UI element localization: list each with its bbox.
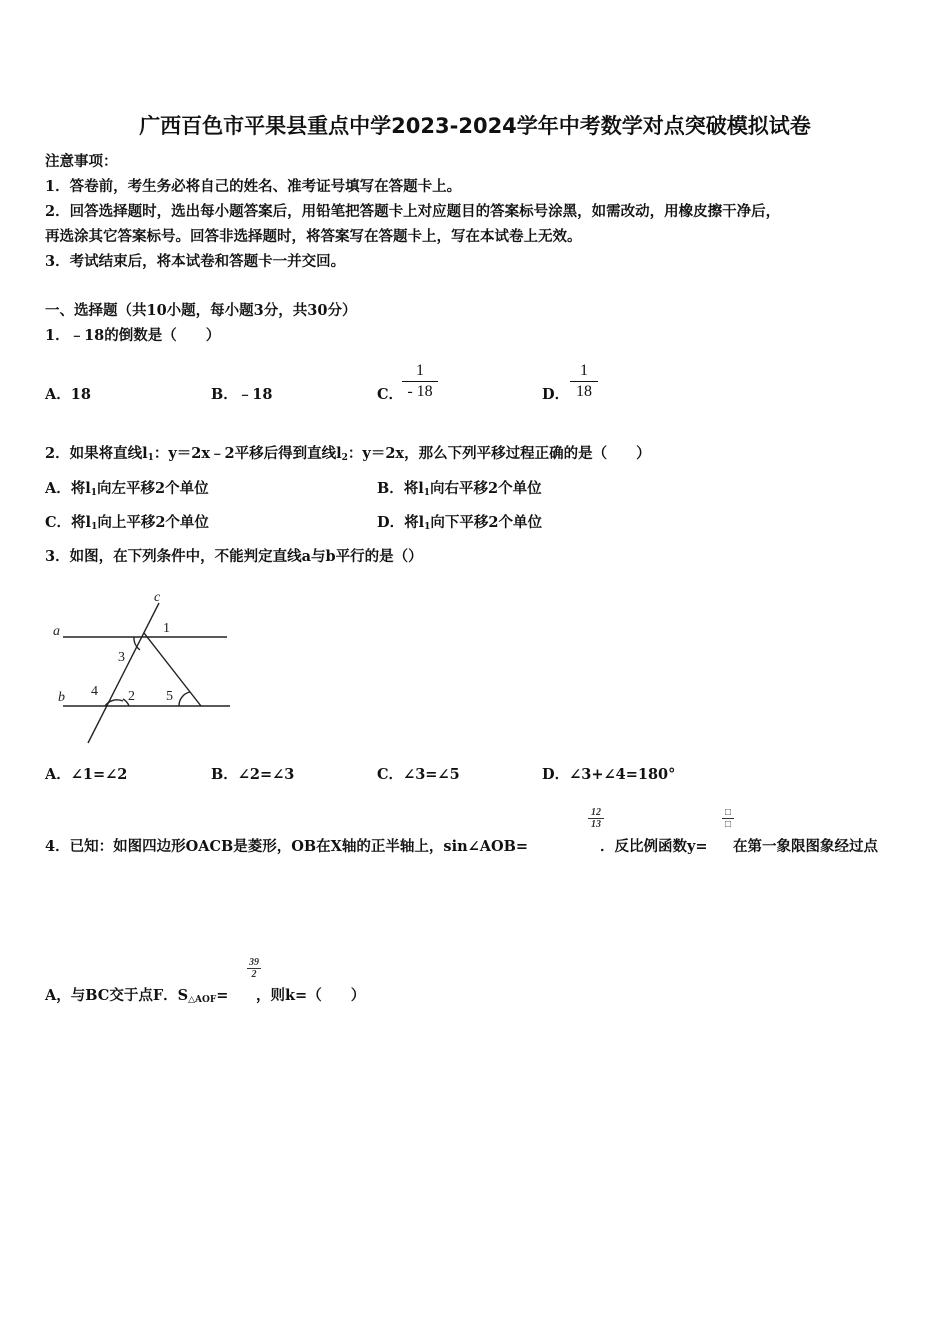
q1-option-b: B．﹣18 (211, 386, 273, 403)
fraction-numerator: □ (724, 807, 732, 818)
fraction-denominator: □ (724, 819, 732, 830)
angle5-arc (179, 692, 190, 706)
q4-line-1-prefix: 4．已知：如图四边形OACB是菱形，OB在X轴的正半轴上，sin∠AOB= (45, 838, 529, 855)
fraction-denominator: 18 (576, 383, 592, 400)
notice-item-3: 3．考试结束后，将本试卷和答题卡一并交回。 (45, 253, 346, 270)
q2-option-b: B．将$l_1$向右平移2个单位 (377, 480, 542, 498)
fraction-numerator: 1 (580, 362, 588, 379)
fraction-denominator: 13 (591, 819, 601, 830)
angle-label-3: 3 (118, 650, 125, 665)
section-heading: 一、选择题（共10小题，每小题3分，共30分） (45, 302, 357, 319)
q2-option-d: D．将$l_1$向下平移2个单位 (377, 514, 542, 532)
q4-line-1-suffix: 在第一象限图象经过点 (733, 838, 878, 855)
angle-label-4: 4 (91, 684, 98, 699)
q1-stem: 1．﹣18的倒数是（ ） (45, 327, 221, 344)
area-fraction (247, 957, 261, 980)
parallel-lines-figure (45, 585, 235, 750)
notice-item-2-line-2: 再选涂其它答案标号。回答非选择题时，将答案写在答题卡上，写在本试卷上无效。 (45, 228, 582, 245)
fraction-numerator: 1 (416, 362, 424, 379)
notice-item-1: 1．答卷前，考生务必将自己的姓名、准考证号填写在答题卡上。 (45, 178, 462, 195)
fraction-denominator: - 18 (407, 383, 433, 400)
fraction-numerator: 39 (249, 957, 259, 968)
fraction-numerator: 12 (591, 807, 601, 818)
fraction-bar (570, 381, 598, 382)
label-c: c (154, 590, 161, 605)
q4-line-2: A，与BC交于点F．$S_{\triangle AOF}=$ (45, 987, 229, 1005)
q1-option-d-fraction (570, 362, 598, 401)
angle-label-1: 1 (163, 621, 170, 636)
q1-option-c-label: C． (377, 386, 404, 403)
fraction-bar (402, 381, 438, 382)
angle-label-5: 5 (166, 689, 173, 704)
notice-heading: 注意事项： (45, 153, 118, 170)
notice-item-2-line-1: 2．回答选择题时，选出每小题答案后，用铅笔把答题卡上对应题目的答案标号涂黑，如需改动，用橡皮擦干净后， (45, 203, 781, 220)
q4-line-1-middle: ．反比例函数y= (600, 838, 708, 855)
q1-option-c-fraction (402, 362, 438, 401)
line-c (88, 603, 159, 743)
sin-fraction (588, 807, 604, 830)
q1-option-d-label: D． (542, 386, 570, 403)
fraction-denominator: 2 (251, 969, 257, 980)
function-fraction (722, 807, 734, 830)
q3-option-c: C．∠3=∠5 (377, 766, 460, 783)
angle-label-2: 2 (128, 689, 135, 704)
q2-option-c: C．将$l_1$向上平移2个单位 (45, 514, 209, 532)
page-title: 广西百色市平果县重点中学2023-2024学年中考数学对点突破模拟试卷 (139, 114, 811, 138)
label-b: b (58, 690, 65, 705)
q3-option-d: D．∠3+∠4=180° (542, 766, 676, 783)
q2-option-a: A．将$l_1$向左平移2个单位 (45, 480, 209, 498)
q2-stem: 2．如果将直线$l_1$：y＝2x﹣2平移后得到直线$l_2$：y＝2x，那么下列平移过程正确的是（ ） (45, 445, 651, 463)
q1-option-a: A．18 (45, 386, 91, 403)
q3-stem: 3．如图，在下列条件中，不能判定直线a与b平行的是（） (45, 548, 423, 565)
q4-line-2-suffix: ，则k=（ ） (256, 987, 366, 1004)
q3-option-b: B．∠2=∠3 (211, 766, 295, 783)
label-a: a (53, 624, 60, 639)
q3-option-a: A．∠1=∠2 (45, 766, 128, 783)
